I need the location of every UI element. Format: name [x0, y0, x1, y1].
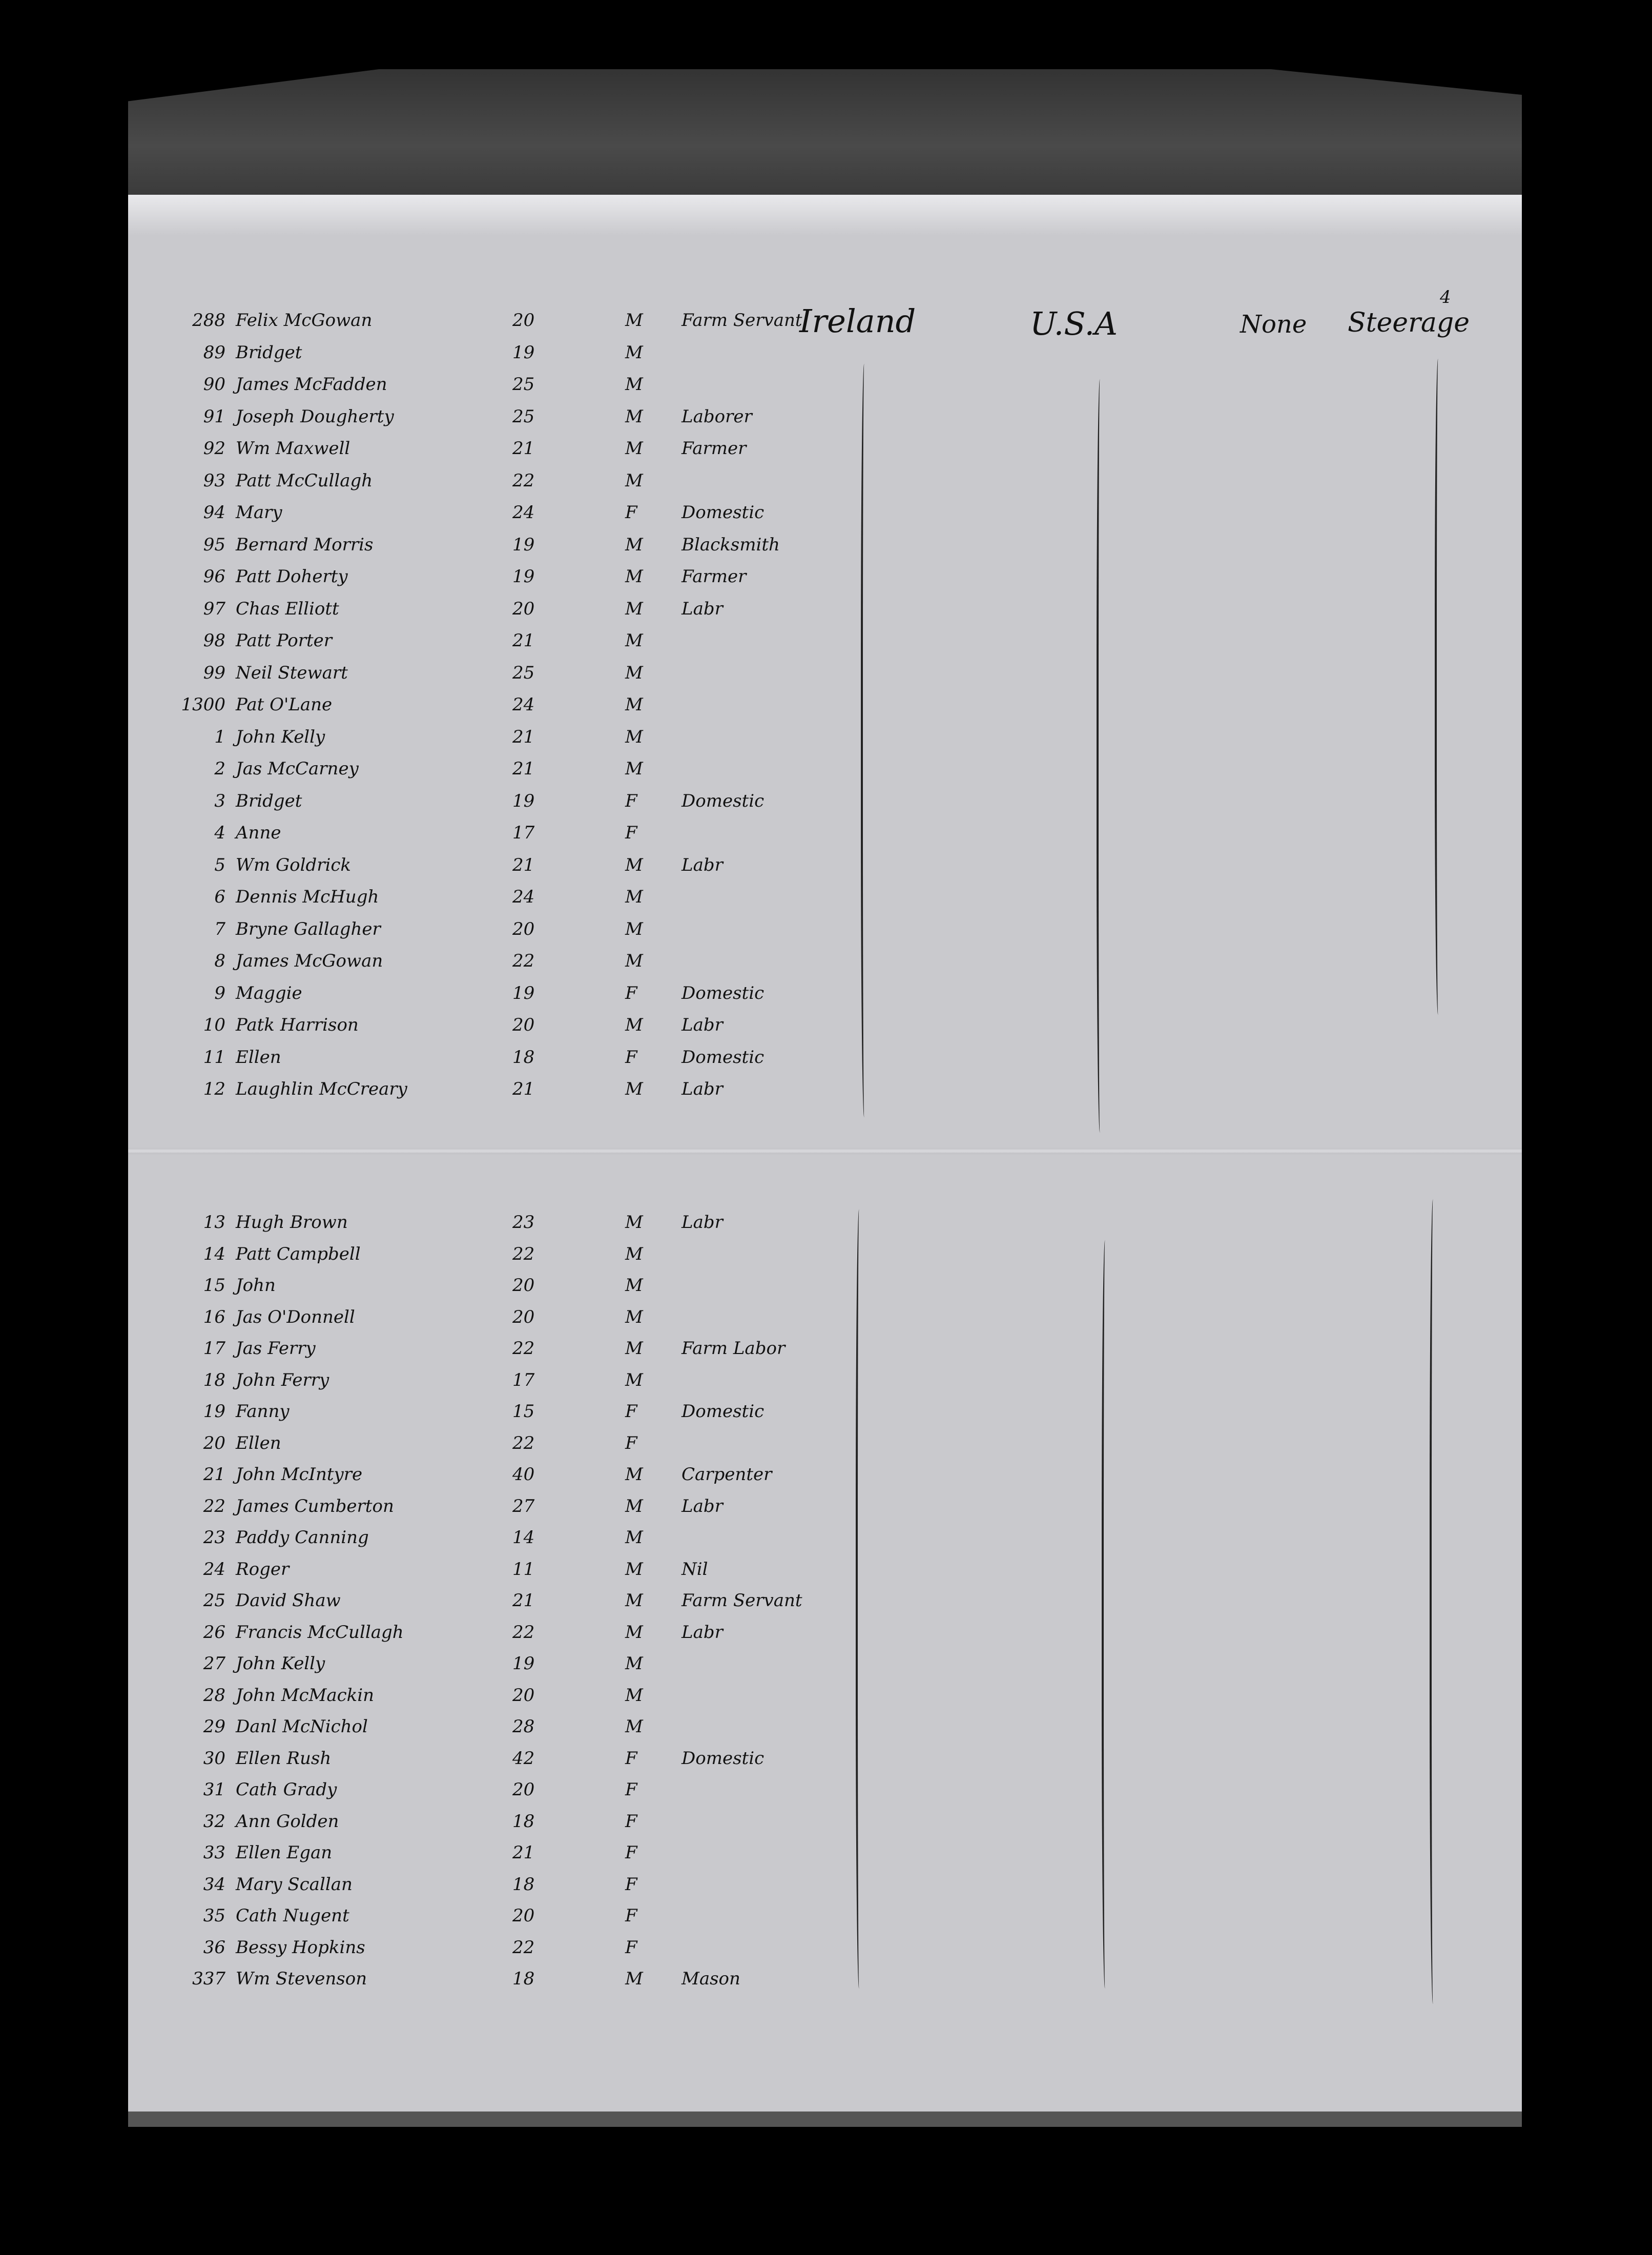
passenger-sex: M	[625, 1685, 643, 1706]
passenger-age: 22	[512, 1243, 535, 1264]
passenger-age: 24	[512, 694, 535, 715]
passenger-sex: M	[625, 1369, 643, 1390]
passenger-age: 20	[512, 1905, 535, 1926]
entry-number: 27	[203, 1653, 225, 1674]
ditto-line-destination-bottom	[1102, 1240, 1110, 1988]
passenger-sex: F	[625, 790, 637, 811]
entry-number: 97	[203, 598, 225, 619]
table-row	[128, 406, 845, 437]
passenger-name: Bryne Gallagher	[236, 918, 381, 939]
passenger-sex: M	[625, 630, 643, 651]
destination-heading: U.S.A	[1030, 305, 1118, 342]
passenger-age: 11	[512, 1559, 535, 1580]
status-heading: None	[1240, 310, 1307, 339]
passenger-occupation: Carpenter	[682, 1464, 772, 1485]
passenger-occupation: Domestic	[682, 1401, 765, 1422]
entry-number: 1300	[181, 694, 225, 715]
passenger-name: James McGowan	[236, 951, 383, 971]
entry-number: 7	[214, 918, 225, 939]
entry-number: 35	[203, 1905, 225, 1926]
passenger-sex: M	[625, 1338, 643, 1359]
passenger-name: James McFadden	[236, 374, 387, 395]
passenger-age: 25	[512, 662, 535, 683]
document-flap	[128, 69, 1522, 197]
entry-number: 8	[214, 951, 225, 971]
passenger-sex: M	[625, 438, 643, 459]
passenger-name: Wm Maxwell	[236, 438, 350, 459]
passenger-name: Bridget	[236, 790, 302, 811]
table-row	[128, 1401, 845, 1432]
table-row	[128, 470, 845, 501]
passenger-occupation: Farm Labor	[682, 1338, 786, 1359]
passenger-name: Francis McCullagh	[236, 1622, 404, 1643]
passenger-name: Patk Harrison	[236, 1015, 359, 1035]
passenger-name: Laughlin McCreary	[236, 1079, 407, 1099]
passenger-name: Patt Doherty	[236, 566, 348, 587]
passenger-sex: M	[625, 662, 643, 683]
passenger-age: 20	[512, 1015, 535, 1035]
passenger-sex: M	[625, 342, 643, 363]
passenger-name: Ellen	[236, 1432, 281, 1453]
passenger-name: Chas Elliott	[236, 598, 339, 619]
entry-number: 24	[203, 1559, 225, 1580]
passenger-age: 22	[512, 1622, 535, 1643]
entry-number: 19	[203, 1401, 225, 1422]
passenger-age: 17	[512, 1369, 535, 1390]
passenger-sex: F	[625, 1432, 637, 1453]
entry-number: 5	[214, 854, 225, 875]
passenger-age: 18	[512, 1047, 535, 1068]
table-row	[128, 1716, 845, 1747]
passenger-occupation: Labr	[682, 854, 723, 875]
class-heading: Steerage	[1348, 308, 1470, 338]
passenger-age: 22	[512, 1338, 535, 1359]
passenger-sex: M	[625, 951, 643, 971]
passenger-sex: M	[625, 1716, 643, 1737]
table-row	[128, 1275, 845, 1306]
passenger-name: Ellen Rush	[236, 1748, 332, 1769]
passenger-age: 22	[512, 951, 535, 971]
entry-number: 2	[214, 758, 225, 779]
passenger-age: 17	[512, 823, 535, 843]
passenger-name: Ellen Egan	[236, 1842, 333, 1863]
table-row	[128, 342, 845, 373]
passenger-sex: F	[625, 502, 637, 523]
passenger-age: 19	[512, 790, 535, 811]
entry-number: 30	[203, 1748, 225, 1769]
passenger-name: Paddy Canning	[236, 1527, 369, 1548]
passenger-sex: F	[625, 1779, 637, 1800]
table-row	[128, 1811, 845, 1842]
passenger-occupation: Nil	[682, 1559, 708, 1580]
table-row	[128, 630, 845, 661]
passenger-sex: M	[625, 1015, 643, 1035]
passenger-age: 27	[512, 1495, 535, 1516]
passenger-sex: F	[625, 1748, 637, 1769]
table-row	[128, 1653, 845, 1684]
passenger-age: 21	[512, 854, 535, 875]
table-row	[128, 887, 845, 917]
passenger-age: 42	[512, 1748, 535, 1769]
passenger-sex: M	[625, 1590, 643, 1611]
table-row	[128, 438, 845, 469]
passenger-occupation: Labr	[682, 598, 723, 619]
passenger-age: 20	[512, 598, 535, 619]
passenger-age: 28	[512, 1716, 535, 1737]
table-row	[128, 599, 845, 629]
entry-number: 22	[203, 1495, 225, 1516]
passenger-sex: F	[625, 1811, 637, 1832]
passenger-sex: M	[625, 1622, 643, 1643]
passenger-name: John Ferry	[236, 1369, 329, 1390]
table-row	[128, 1370, 845, 1401]
passenger-age: 23	[512, 1212, 535, 1233]
passenger-age: 21	[512, 758, 535, 779]
passenger-name: Maggie	[236, 982, 302, 1003]
table-row	[128, 502, 845, 533]
passenger-name: John McMackin	[236, 1685, 375, 1706]
passenger-sex: M	[625, 470, 643, 491]
passenger-age: 20	[512, 1306, 535, 1327]
table-row	[128, 1779, 845, 1810]
passenger-name: Danl McNichol	[236, 1716, 368, 1737]
passenger-name: Jas McCarney	[236, 758, 359, 779]
ditto-line-class-bottom	[1430, 1199, 1438, 2004]
passenger-age: 21	[512, 630, 535, 651]
entry-number: 98	[203, 630, 225, 651]
passenger-age: 18	[512, 1811, 535, 1832]
passenger-occupation: Domestic	[682, 502, 765, 523]
table-row	[128, 1338, 845, 1369]
entry-number: 34	[203, 1874, 225, 1895]
table-row	[128, 663, 845, 693]
passenger-name: Patt Porter	[236, 630, 333, 651]
passenger-name: Dennis McHugh	[236, 887, 379, 907]
page-fold	[128, 1148, 1522, 1154]
entry-number: 16	[203, 1306, 225, 1327]
table-row	[128, 1527, 845, 1558]
passenger-sex: M	[625, 1653, 643, 1674]
passenger-age: 22	[512, 470, 535, 491]
entry-number: 25	[203, 1590, 225, 1611]
passenger-sex: M	[625, 598, 643, 619]
table-row	[128, 1307, 845, 1338]
table-row	[128, 791, 845, 822]
passenger-age: 20	[512, 1275, 535, 1296]
passenger-name: James Cumberton	[236, 1495, 394, 1516]
table-row	[128, 566, 845, 597]
passenger-sex: F	[625, 1905, 637, 1926]
manifest-sheet	[128, 195, 1522, 2127]
table-row	[128, 919, 845, 950]
passenger-age: 14	[512, 1527, 535, 1548]
entry-number: 95	[203, 534, 225, 555]
passenger-age: 19	[512, 566, 535, 587]
passenger-age: 20	[512, 918, 535, 939]
table-row	[128, 1464, 845, 1495]
table-row	[128, 310, 845, 341]
passenger-sex: M	[625, 1559, 643, 1580]
entry-number: 11	[203, 1047, 225, 1068]
entry-number: 10	[203, 1015, 225, 1035]
passenger-age: 20	[512, 1685, 535, 1706]
entry-number: 18	[203, 1369, 225, 1390]
entry-number: 94	[203, 502, 225, 523]
passenger-name: David Shaw	[236, 1590, 341, 1611]
entry-number: 4	[214, 823, 225, 843]
passenger-name: Wm Stevenson	[236, 1969, 367, 1989]
passenger-age: 22	[512, 1937, 535, 1958]
entry-number: 9	[214, 982, 225, 1003]
table-row	[128, 1496, 845, 1527]
entry-number: 15	[203, 1275, 225, 1296]
entry-number: 32	[203, 1811, 225, 1832]
table-row	[128, 983, 845, 1014]
entry-number: 6	[214, 887, 225, 907]
entry-number: 26	[203, 1622, 225, 1643]
passenger-name: Patt Campbell	[236, 1243, 361, 1264]
passenger-name: John	[236, 1275, 276, 1296]
passenger-name: Mary Scallan	[236, 1874, 353, 1895]
entry-number: 23	[203, 1527, 225, 1548]
table-row	[128, 694, 845, 725]
passenger-name: Anne	[236, 823, 281, 843]
table-row	[128, 1874, 845, 1905]
table-row	[128, 1937, 845, 1968]
entry-number: 90	[203, 374, 225, 395]
entry-number: 1	[214, 726, 225, 747]
passenger-occupation: Farm Servant	[682, 1590, 802, 1611]
ditto-line-destination-top	[1097, 379, 1105, 1133]
page-mark: 4	[1440, 287, 1451, 308]
passenger-occupation: Labr	[682, 1622, 723, 1643]
passenger-name: Mary	[236, 502, 282, 523]
passenger-name: John Kelly	[236, 726, 325, 747]
passenger-age: 19	[512, 982, 535, 1003]
passenger-sex: M	[625, 1275, 643, 1296]
passenger-sex: M	[625, 566, 643, 587]
table-row	[128, 951, 845, 981]
table-row	[128, 1212, 845, 1243]
passenger-sex: F	[625, 1401, 637, 1422]
passenger-occupation: Laborer	[682, 406, 752, 427]
passenger-sex: M	[625, 1527, 643, 1548]
table-row	[128, 374, 845, 405]
passenger-sex: M	[625, 758, 643, 779]
passenger-name: Felix McGowan	[236, 310, 373, 331]
ditto-line-class-top	[1435, 359, 1443, 1015]
passenger-sex: F	[625, 823, 637, 843]
entry-number: 96	[203, 566, 225, 587]
passenger-occupation: Farm Servant	[682, 310, 802, 331]
passenger-occupation: Farmer	[682, 438, 747, 459]
entry-number: 12	[203, 1079, 225, 1099]
passenger-name: Cath Grady	[236, 1779, 337, 1800]
passenger-age: 25	[512, 374, 535, 395]
passenger-occupation: Labr	[682, 1079, 723, 1099]
entry-number: 31	[203, 1779, 225, 1800]
passenger-age: 19	[512, 342, 535, 363]
passenger-occupation: Domestic	[682, 1047, 765, 1068]
passenger-name: Jas O'Donnell	[236, 1306, 355, 1327]
entry-number: 288	[192, 310, 225, 331]
passenger-sex: M	[625, 726, 643, 747]
passenger-sex: M	[625, 887, 643, 907]
passenger-age: 25	[512, 406, 535, 427]
passenger-age: 20	[512, 310, 535, 331]
passenger-name: Jas Ferry	[236, 1338, 316, 1359]
entry-number: 3	[214, 790, 225, 811]
passenger-occupation: Domestic	[682, 790, 765, 811]
table-row	[128, 1244, 845, 1275]
entry-number: 91	[203, 406, 225, 427]
passenger-age: 24	[512, 887, 535, 907]
passenger-sex: F	[625, 982, 637, 1003]
passenger-name: Ellen	[236, 1047, 281, 1068]
entry-number: 28	[203, 1685, 225, 1706]
entry-number: 21	[203, 1464, 225, 1485]
table-row	[128, 1015, 845, 1046]
entry-number: 99	[203, 662, 225, 683]
ditto-line-country-bottom	[856, 1210, 864, 1988]
passenger-age: 21	[512, 1842, 535, 1863]
passenger-age: 15	[512, 1401, 535, 1422]
passenger-name: John Kelly	[236, 1653, 325, 1674]
passenger-sex: M	[625, 374, 643, 395]
passenger-age: 22	[512, 1432, 535, 1453]
passenger-sex: M	[625, 918, 643, 939]
passenger-name: Ann Golden	[236, 1811, 339, 1832]
passenger-sex: F	[625, 1842, 637, 1863]
passenger-sex: M	[625, 1464, 643, 1485]
passenger-age: 21	[512, 1079, 535, 1099]
passenger-name: Roger	[236, 1559, 290, 1580]
entry-number: 93	[203, 470, 225, 491]
passenger-sex: M	[625, 694, 643, 715]
passenger-name: Wm Goldrick	[236, 854, 352, 875]
passenger-name: Bessy Hopkins	[236, 1937, 365, 1958]
table-row	[128, 823, 845, 853]
table-row	[128, 1969, 845, 1999]
passenger-name: John McIntyre	[236, 1464, 363, 1485]
passenger-sex: M	[625, 1495, 643, 1516]
passenger-age: 21	[512, 438, 535, 459]
table-row	[128, 1559, 845, 1590]
entry-number: 13	[203, 1212, 225, 1233]
passenger-sex: F	[625, 1937, 637, 1958]
passenger-age: 24	[512, 502, 535, 523]
ditto-line-country-top	[861, 364, 869, 1117]
table-row	[128, 1622, 845, 1653]
entry-number: 92	[203, 438, 225, 459]
table-row	[128, 727, 845, 757]
passenger-age: 21	[512, 1590, 535, 1611]
entry-number: 36	[203, 1937, 225, 1958]
passenger-occupation: Domestic	[682, 1748, 765, 1769]
passenger-age: 18	[512, 1969, 535, 1989]
passenger-age: 19	[512, 534, 535, 555]
passenger-name: Pat O'Lane	[236, 694, 333, 715]
passenger-sex: M	[625, 310, 643, 331]
table-row	[128, 1685, 845, 1716]
entry-number: 17	[203, 1338, 225, 1359]
passenger-occupation: Labr	[682, 1495, 723, 1516]
table-row	[128, 1748, 845, 1779]
passenger-name: Fanny	[236, 1401, 290, 1422]
table-row	[128, 1842, 845, 1873]
table-row	[128, 1047, 845, 1078]
entry-number: 337	[192, 1969, 225, 1989]
table-row	[128, 535, 845, 565]
table-row	[128, 1905, 845, 1936]
entry-number: 29	[203, 1716, 225, 1737]
passenger-sex: M	[625, 854, 643, 875]
passenger-sex: M	[625, 406, 643, 427]
passenger-sex: F	[625, 1047, 637, 1068]
entry-number: 14	[203, 1243, 225, 1264]
passenger-sex: M	[625, 1969, 643, 1989]
passenger-occupation: Mason	[682, 1969, 740, 1989]
passenger-sex: M	[625, 1243, 643, 1264]
passenger-name: Bridget	[236, 342, 302, 363]
passenger-sex: M	[625, 1079, 643, 1099]
passenger-sex: M	[625, 534, 643, 555]
passenger-age: 21	[512, 726, 535, 747]
table-row	[128, 1079, 845, 1110]
passenger-occupation: Blacksmith	[682, 534, 780, 555]
passenger-age: 20	[512, 1779, 535, 1800]
passenger-name: Neil Stewart	[236, 662, 348, 683]
passenger-name: Bernard Morris	[236, 534, 374, 555]
passenger-occupation: Farmer	[682, 566, 747, 587]
passenger-age: 18	[512, 1874, 535, 1895]
table-row	[128, 1590, 845, 1621]
country-heading: Ireland	[799, 302, 916, 340]
passenger-age: 40	[512, 1464, 535, 1485]
passenger-occupation: Labr	[682, 1212, 723, 1233]
passenger-sex: M	[625, 1306, 643, 1327]
table-row	[128, 855, 845, 886]
sheet-top-edge	[128, 195, 1522, 236]
passenger-sex: M	[625, 1212, 643, 1233]
entry-number: 33	[203, 1842, 225, 1863]
entry-number: 20	[203, 1432, 225, 1453]
passenger-name: Joseph Dougherty	[236, 406, 394, 427]
passenger-age: 19	[512, 1653, 535, 1674]
entry-number: 89	[203, 342, 225, 363]
passenger-sex: F	[625, 1874, 637, 1895]
passenger-name: Cath Nugent	[236, 1905, 349, 1926]
passenger-occupation: Labr	[682, 1015, 723, 1035]
passenger-name: Patt McCullagh	[236, 470, 373, 491]
passenger-occupation: Domestic	[682, 982, 765, 1003]
table-row	[128, 1433, 845, 1464]
passenger-name: Hugh Brown	[236, 1212, 348, 1233]
table-row	[128, 758, 845, 789]
